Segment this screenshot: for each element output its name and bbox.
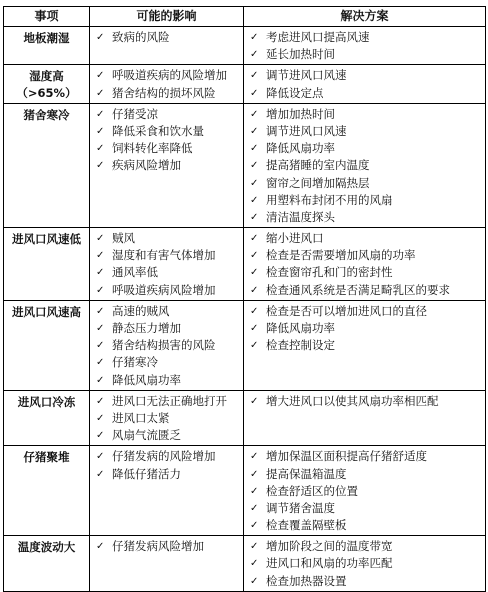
check-icon: ✓: [250, 70, 259, 82]
list-item: [244, 555, 485, 572]
check-icon: ✓: [250, 125, 259, 137]
solutions-list: [244, 391, 485, 411]
list-item: [90, 393, 243, 410]
list-item: [90, 466, 243, 483]
check-icon: ✓: [250, 468, 259, 480]
item-text: 增加加热时间: [266, 106, 335, 121]
item-text: 增加保温区面积提高仔猪舒适度: [266, 449, 427, 464]
table-row: [4, 300, 486, 390]
solutions-cell: [244, 446, 486, 536]
list-item: [90, 123, 243, 140]
check-icon: ✓: [96, 374, 105, 386]
list-item: [244, 230, 485, 247]
item-text: 调节进风口风速: [266, 68, 347, 83]
check-icon: ✓: [96, 468, 105, 480]
item-text: 呼吸道疾病风险增加: [112, 282, 216, 297]
list-item: [244, 209, 485, 226]
header-solutions: 解决方案: [244, 7, 486, 27]
check-icon: ✓: [96, 108, 105, 120]
solutions-list: [244, 104, 485, 227]
effects-cell: [90, 390, 244, 446]
list-item: [244, 517, 485, 534]
solutions-cell: [244, 65, 486, 103]
list-item: [244, 67, 485, 84]
effects-cell: [90, 65, 244, 103]
item-text: 高速的贼风: [112, 303, 170, 318]
effects-cell: [90, 446, 244, 536]
check-icon: ✓: [250, 143, 259, 155]
check-icon: ✓: [96, 143, 105, 155]
list-item: [244, 500, 485, 517]
solutions-list: [244, 27, 485, 64]
check-icon: ✓: [96, 125, 105, 137]
solutions-cell: [244, 300, 486, 390]
effects-cell: [90, 300, 244, 390]
item-text: 检查是否需要增加风扇的功率: [266, 248, 416, 263]
check-icon: ✓: [96, 412, 105, 424]
list-item: [90, 282, 243, 299]
item-text: 疾病风险增加: [112, 158, 181, 173]
solutions-list: [244, 65, 485, 102]
effects-list: [90, 301, 243, 390]
check-icon: ✓: [96, 87, 105, 99]
solutions-list: [244, 228, 485, 300]
item-text: 检查是否可以增加进风口的直径: [266, 303, 427, 318]
list-item: [244, 282, 485, 299]
check-icon: ✓: [96, 160, 105, 172]
item-text: 进风口太紧: [112, 410, 170, 425]
check-icon: ✓: [96, 32, 105, 43]
issue-cell: 地板潮湿: [4, 27, 90, 65]
table-row: [4, 27, 486, 65]
list-item: [90, 372, 243, 389]
list-item: [244, 448, 485, 465]
item-text: 清洁温度探头: [266, 209, 335, 224]
check-icon: ✓: [96, 340, 105, 352]
check-icon: ✓: [250, 451, 259, 463]
list-item: [90, 140, 243, 157]
check-icon: ✓: [96, 233, 105, 245]
list-item: [244, 320, 485, 337]
check-icon: ✓: [96, 395, 105, 407]
effects-list: [90, 104, 243, 176]
item-text: 静态压力增加: [112, 321, 181, 335]
issue-cell: 猪舍寒冷: [4, 103, 90, 227]
item-text: 进风口和风扇的功率匹配: [266, 556, 393, 571]
item-text: 仔猪受凉: [112, 106, 158, 121]
table-row: [4, 228, 486, 301]
item-text: 延长加热时间: [266, 47, 335, 62]
item-text: 仔猪发病的风险增加: [112, 449, 216, 464]
item-text: 增加阶段之间的温度带宽: [266, 539, 393, 554]
check-icon: ✓: [250, 340, 259, 352]
item-text: 检查覆盖隔壁板: [266, 518, 347, 533]
check-icon: ✓: [250, 305, 259, 317]
list-item: [244, 106, 485, 123]
check-icon: ✓: [250, 160, 259, 172]
list-item: [244, 466, 485, 483]
item-text: 降低仔猪活力: [112, 466, 181, 481]
solutions-cell: [244, 103, 486, 227]
list-item: [244, 175, 485, 192]
solutions-list: [244, 301, 485, 356]
table-row: [4, 446, 486, 536]
item-text: 降低风扇功率: [266, 141, 335, 156]
issue-cell: 进风口风速低: [4, 228, 90, 301]
list-item: [244, 573, 485, 590]
check-icon: ✓: [250, 233, 259, 245]
item-text: 仔猪寒冷: [112, 355, 158, 370]
item-text: 检查控制设定: [266, 338, 335, 353]
item-text: 致病的风险: [112, 30, 170, 44]
effects-list: [90, 391, 243, 446]
check-icon: ✓: [250, 108, 259, 120]
check-icon: ✓: [250, 284, 259, 296]
check-icon: ✓: [250, 395, 259, 407]
check-icon: ✓: [96, 250, 105, 262]
list-item: [90, 67, 243, 84]
list-item: [90, 230, 243, 247]
check-icon: ✓: [250, 502, 259, 514]
effects-list: [90, 536, 243, 556]
solutions-cell: [244, 228, 486, 301]
issue-cell: 仔猪聚堆: [4, 446, 90, 536]
list-item: [90, 303, 243, 320]
list-item: [90, 448, 243, 465]
header-issue: 事项: [4, 7, 90, 27]
effects-cell: [90, 27, 244, 65]
item-text: 进风口无法正确地打开: [112, 393, 227, 408]
table-body: [4, 27, 486, 592]
check-icon: ✓: [250, 575, 259, 587]
list-item: [244, 192, 485, 209]
item-text: 降低设定点: [266, 85, 324, 100]
effects-list: [90, 27, 243, 47]
check-icon: ✓: [250, 558, 259, 570]
header-effects: 可能的影响: [90, 7, 244, 27]
list-item: [90, 247, 243, 264]
item-text: 检查窗帘孔和门的密封性: [266, 265, 393, 280]
check-icon: ✓: [250, 87, 259, 99]
list-item: [90, 337, 243, 354]
solutions-list: [244, 446, 485, 535]
check-icon: ✓: [250, 267, 259, 279]
check-icon: ✓: [250, 323, 259, 334]
effects-cell: [90, 103, 244, 227]
check-icon: ✓: [250, 541, 259, 553]
header-row: [4, 7, 486, 27]
check-icon: ✓: [96, 284, 105, 296]
issue-cell: 温度波动大: [4, 536, 90, 592]
list-item: [90, 354, 243, 371]
issue-cell: 湿度高（>65%）: [4, 65, 90, 103]
list-item: [244, 140, 485, 157]
check-icon: ✓: [250, 211, 259, 223]
list-item: [244, 46, 485, 63]
item-text: 猪舍结构损害的风险: [112, 338, 216, 353]
list-item: [90, 320, 243, 337]
item-text: 检查加热器设置: [266, 573, 347, 588]
list-item: [90, 29, 243, 46]
item-text: 考虑进风口提高风速: [266, 30, 370, 44]
table-row: [4, 390, 486, 446]
item-text: 仔猪发病风险增加: [112, 539, 204, 554]
check-icon: ✓: [96, 430, 105, 442]
list-item: [244, 393, 485, 410]
check-icon: ✓: [96, 541, 105, 553]
table-header: [4, 7, 486, 27]
effects-list: [90, 228, 243, 300]
item-text: 降低采食和饮水量: [112, 123, 204, 138]
list-item: [244, 247, 485, 264]
list-item: [244, 29, 485, 46]
item-text: 贼风: [112, 231, 135, 246]
item-text: 降低风扇功率: [112, 372, 181, 387]
item-text: 调节猪舍温度: [266, 500, 335, 515]
solutions-cell: [244, 390, 486, 446]
list-item: [90, 538, 243, 555]
item-text: 检查通风系统是否满足畸乳区的要求: [266, 282, 450, 297]
solutions-cell: [244, 27, 486, 65]
item-text: 调节进风口风速: [266, 123, 347, 138]
item-text: 猪舍结构的损坏风险: [112, 85, 216, 100]
effects-list: [90, 446, 243, 483]
troubleshooting-table: [3, 6, 486, 592]
check-icon: ✓: [96, 357, 105, 369]
check-icon: ✓: [96, 323, 105, 334]
item-text: 风扇气流匮乏: [112, 428, 181, 443]
check-icon: ✓: [250, 194, 259, 206]
table-row: [4, 65, 486, 103]
list-item: [244, 85, 485, 102]
item-text: 降低风扇功率: [266, 321, 335, 335]
check-icon: ✓: [250, 32, 259, 43]
item-text: 窗帘之间增加隔热层: [266, 175, 370, 190]
table-row: [4, 103, 486, 227]
check-icon: ✓: [96, 267, 105, 279]
effects-cell: [90, 228, 244, 301]
item-text: 增大进风口以使其风扇功率相匹配: [266, 393, 439, 408]
issue-cell: 进风口冷冻: [4, 390, 90, 446]
check-icon: ✓: [250, 250, 259, 262]
list-item: [90, 106, 243, 123]
list-item: [90, 427, 243, 444]
list-item: [244, 264, 485, 281]
item-text: 提高猪睡的室内温度: [266, 158, 370, 173]
list-item: [90, 410, 243, 427]
check-icon: ✓: [96, 70, 105, 82]
item-text: 缩小进风口: [266, 231, 324, 246]
check-icon: ✓: [96, 305, 105, 317]
list-item: [244, 303, 485, 320]
list-item: [244, 337, 485, 354]
issue-cell: 进风口风速高: [4, 300, 90, 390]
list-item: [244, 157, 485, 174]
check-icon: ✓: [250, 520, 259, 532]
check-icon: ✓: [250, 485, 259, 497]
list-item: [90, 157, 243, 174]
check-icon: ✓: [250, 177, 259, 189]
item-text: 饲料转化率降低: [112, 141, 193, 156]
list-item: [90, 85, 243, 102]
list-item: [244, 538, 485, 555]
item-text: 呼吸道疾病的风险增加: [112, 68, 227, 83]
item-text: 湿度和有害气体增加: [112, 248, 216, 263]
check-icon: ✓: [96, 451, 105, 463]
list-item: [90, 264, 243, 281]
list-item: [244, 123, 485, 140]
item-text: 检查舒适区的位置: [266, 483, 358, 498]
item-text: 通风率低: [112, 265, 158, 280]
check-icon: ✓: [250, 49, 259, 61]
item-text: 用塑料布封闭不用的风扇: [266, 192, 393, 207]
effects-list: [90, 65, 243, 102]
item-text: 提高保温箱温度: [266, 466, 347, 481]
list-item: [244, 483, 485, 500]
